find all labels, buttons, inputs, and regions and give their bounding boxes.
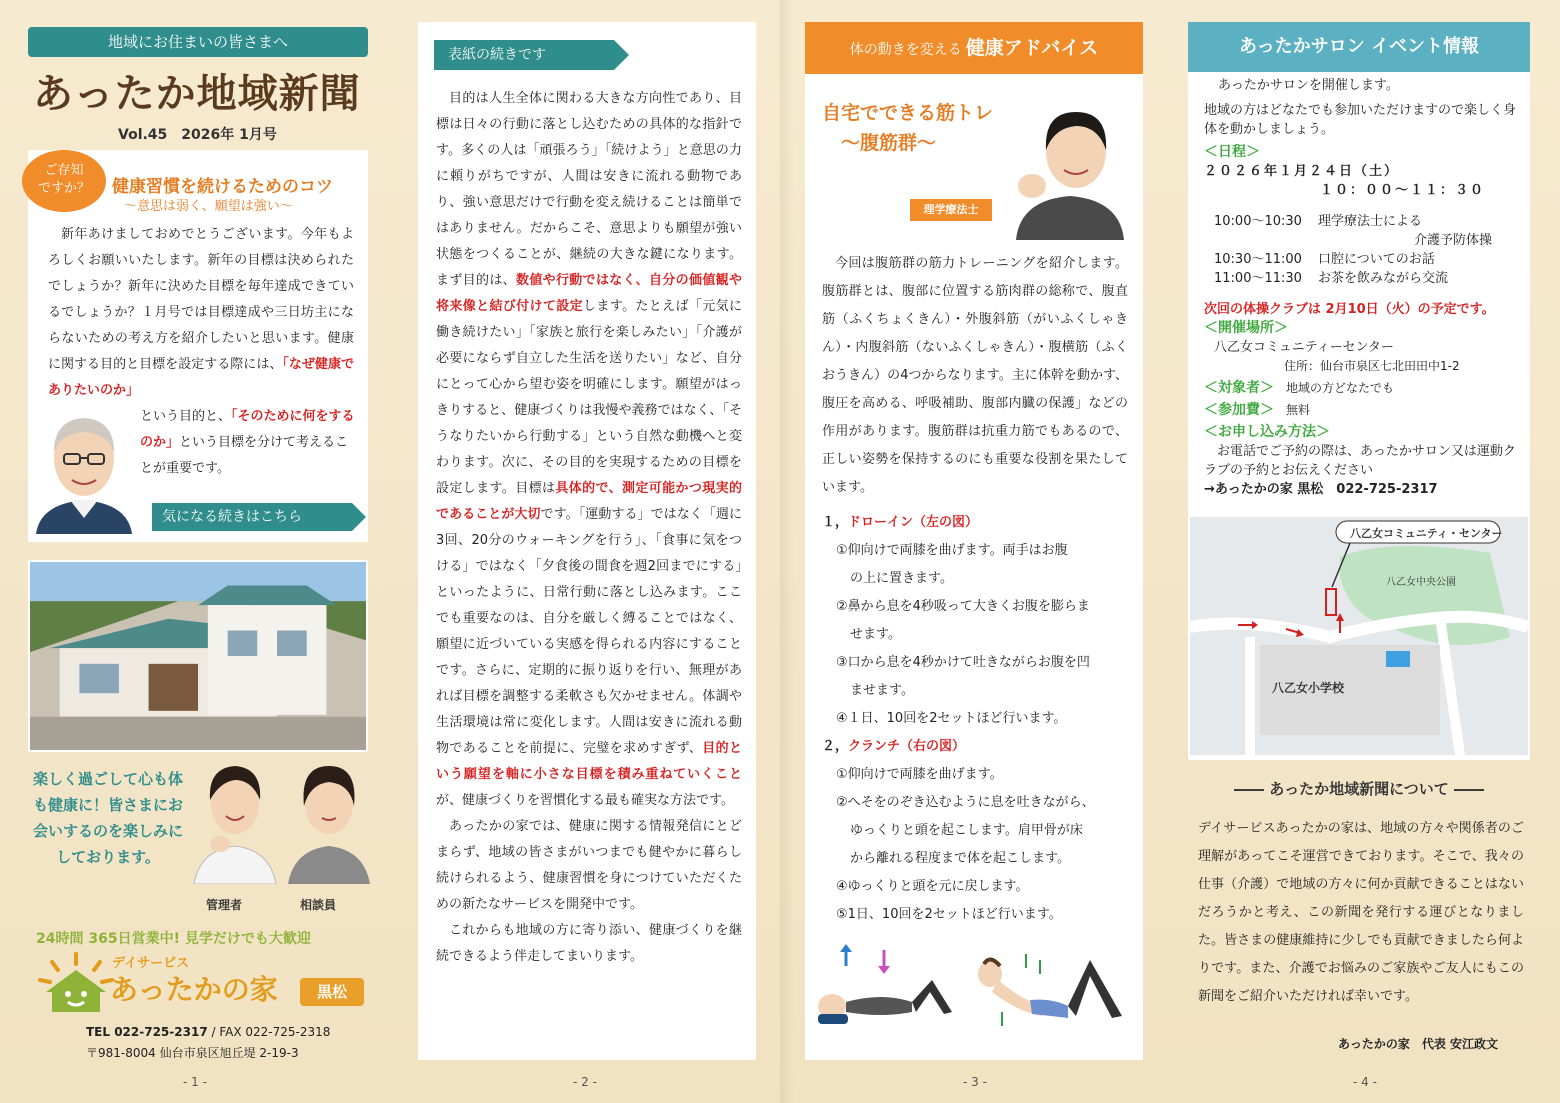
highlight-text: 「なぜ健康でありたいのか」 [48,357,354,398]
map-school-label: 八乙女小学校 [1272,681,1345,695]
venue-address: 住所：仙台市泉区七北田田中1-2 [1284,359,1460,373]
exercise-step: ④１日、10回を2セットほど行います。 [836,711,1067,726]
advice-header [805,22,1143,74]
therapist-tag: 理学療法士 [910,199,992,221]
contact-phone [86,1025,330,1039]
about-title: ―― あったか地域新聞について ―― [1233,780,1485,798]
title-line: ～腹筋群～ [822,132,937,154]
venue-name: 八乙女コミュニティーセンター [1214,340,1394,355]
page-fold [780,0,794,1103]
logo-service-type: デイサービス [112,956,190,971]
body-text: 目的は人生全体に関わる大きな方向性であり、目標は日々の行動に落とし込むための具体的な指針です。多くの人は「頑張ろう」「続けよう」と意思の力に頼りがちですが、人間は安きに流れる動物であり、強い意思だけで行動を変え続けることは簡単ではありません。だからこそ、意思よりも願望が強い状態をつくることが、継続の大きな鍵になります。まず目的は、 [436,91,742,288]
body-text: が、健康づくりを習慣化する最も確実な方法です。 [436,793,734,808]
exercise-step: ませます。 [850,683,914,698]
paragraph: これからも地域の方に寄り添い、健康づくりを継続できるよう伴走してまいります。 [436,923,742,964]
exercise-step: の上に置きます。 [850,571,953,586]
venue-map[interactable] [1190,517,1528,755]
title-line: 自宅でできる筋トレ [822,102,994,124]
map-graphic [1190,517,1528,755]
event-intro: 地域の方はどなたでも参加いただけますので楽しく身体を動かしましょう。 [1204,103,1517,137]
exercise-step: ④ゆっくりと頭を元に戻します。 [836,879,1029,894]
fax-number: / FAX 022-725-2318 [207,1025,331,1039]
exercise-step: ②鼻から息を4秒吸って大きくお腹を膨らま [836,599,1090,614]
signature: あったかの家 代表 安江政文 [1338,1037,1499,1051]
exercise-step: ①仰向けで両膝を曲げます。両手はお腹 [836,543,1068,558]
therapist-avatar-icon [1006,100,1134,240]
crunch-exercise-illustration [972,940,1132,1040]
target-value: 地域の方どなたでも [1286,381,1395,395]
feature-subheading: ～意思は弱く、願望は強い～ [124,199,293,214]
exercise-name: クランチ（右の図） [848,739,966,754]
venue-label: ＜開催場所＞ [1204,320,1288,336]
audience-banner: 地域にお住まいの皆さまへ [28,27,368,57]
event-intro: あったかサロンを開催します。 [1218,78,1399,93]
next-club-notice: 次回の体操クラブは 2月10日（火）の予定です。 [1204,302,1495,317]
apply-label: ＜お申し込み方法＞ [1204,424,1330,440]
page-number: - 3 - [963,1075,987,1089]
apply-contact: →あったかの家 黒松 022-725-2317 [1204,482,1438,497]
about-body: デイサービスあったかの家は、地域の方々や関係者のご理解があってこそ運営できております。そこで、我々の仕事（介護）で地域の方々に何か貢献できることはないだろうかと考え、この新聞を発行する運びとなりました。皆さまの健康維持に少しでも貢献できましたら何よりです。また、介護でお悩みのご家族やご友人にもこの新聞をご紹介いただければ幸いです。 [1198,821,1524,1004]
read-more-button[interactable]: 気になる続きはこちら [152,503,352,531]
schedule-row [1204,269,1518,288]
tel-number: TEL 022-725-2317 [86,1025,208,1039]
target-row [1204,379,1518,398]
exercise-step: ③口から息を4秒かけて吐きながらお腹を凹 [836,655,1090,670]
counselor-avatar-icon [284,754,374,884]
issue-number: Vol.45 2026年 1月号 [118,127,277,143]
event-time: １０：００～１１：３０ [1320,183,1486,198]
target-label: ＜対象者＞ [1204,380,1274,396]
exercise-name: ドローイン（左の図） [848,515,979,530]
exercise-heading [822,733,1132,761]
slot-time: 10:30～11:00 [1214,252,1302,267]
body-text: という目標を分けて考えることが重要です。 [140,435,349,476]
about-title-text: あったか地域新聞について [1269,780,1449,798]
exercise-title [822,98,993,158]
branch-badge: 黒松 [300,978,364,1006]
newspaper-title: あったか地域新聞 [33,71,361,117]
exercise-step: ①仰向けで両膝を曲げます。 [836,767,1003,782]
fee-row [1204,401,1518,420]
exercise-step: せます。 [850,627,901,642]
counselor-label: 相談員 [300,898,337,912]
event-header: あったかサロン イベント情報 [1188,22,1530,72]
open-hours-text: 24時間 365日営業中! 見学だけでも大歓迎 [36,931,311,947]
contact-address: 〒981-8004 仙台市泉区旭丘堤 2-19-3 [86,1046,299,1060]
highlight-text: 具体的で、測定可能かつ現実的であることが大切 [436,481,742,522]
highlight-text: 数値や行動ではなく、自分の価値観や将来像と結び付けて設定 [436,273,742,314]
exercise-number: １， [822,515,849,530]
page-number: - 2 - [573,1075,597,1089]
manager-avatar-icon [190,754,280,884]
schedule-row [1204,250,1518,269]
slot-text: 口腔についてのお話 [1318,252,1435,267]
author-avatar-icon [32,400,136,534]
map-callout-label: 八乙女コミュニティ・センター [1350,527,1503,540]
schedule-label: ＜日程＞ [1204,144,1260,160]
paragraph: あったかの家では、健康に関する情報発信にとどまらず、地域の皆さまがいつまでも健やかに暮らし続けられるよう、健康習慣を身につけていただくための新たなサービスを開発中です。 [436,819,742,912]
bubble-line: ご存知 [44,163,84,178]
facility-photo [28,560,368,752]
bubble-line: ですか？ [37,181,90,196]
event-details [1204,76,1518,499]
slot-time: 10:00～10:30 [1214,214,1302,229]
manager-label: 管理者 [206,898,243,912]
body-text: という目的と、 [140,409,232,424]
exercise-step: から離れる程度まで体を起こします。 [850,851,1070,866]
body-text: します。たとえば「元気に働き続けたい」「家族と旅行を楽しみたい」「介護が必要にならず自立した生活を送りたい」など、自分にとって心から望む姿を明確にします。願望がはっきりすると、健康づくりは我慢や義務ではなく、「そうなりたいから行動する」という自然な動機へと変わります。次に、その目的を実現するための目標を設定します。目標は [436,299,742,496]
sun-house-logo-icon [36,952,116,1014]
exercise-step: ②へそをのぞき込むように息を吐きながら、 [836,795,1095,810]
exercise-step: ⑤1日、10回を2セットほど行います。 [836,907,1062,922]
event-date: ２０２６年１月２４日（土） [1204,164,1400,179]
slot-text: 理学療法士による [1318,214,1423,229]
fee-label: ＜参加費＞ [1204,402,1274,418]
feature-body-continued [140,404,356,482]
draw-in-exercise-illustration [812,940,962,1040]
highlight-text: 目的という願望を軸に小さな目標を積み重ねていくこと [436,741,742,782]
did-you-know-bubble [22,150,106,212]
exercise-heading [822,509,1132,537]
paragraph [436,86,742,814]
logo-name: あったかの家 [110,973,278,1006]
exercise-number: ２， [822,739,849,754]
feature-body [48,222,354,404]
slot-text: 介護予防体操 [1414,233,1493,248]
feature-heading: 健康習慣を続けるためのコツ [112,177,333,197]
body-text: です。「運動する」ではなく「週に3回、20分のウォーキングを行う」、「食事に気をつける」ではなく「夕食後の間食を週2回までにする」といったように、日常行動に落とし込みます。ここでも重要なのは、自分を厳しく縛ることではなく、願望に近づいている実感を得られる内容にすることです。さらに、定期的に振り返りを行い、無理があれば目標を調整する柔軟さも欠かせません。体調や生活環境は常に変化します。人間は安きに流れる動物であることを前提に、完璧を求めすぎず、 [436,507,742,756]
greeting-slogan: 楽しく過ごして心も体も健康に！皆さまにお会いするのを楽しみにしております。 [32,770,183,866]
exercise-list [822,509,1132,929]
page-number: - 1 - [183,1075,207,1089]
page-number: - 4 - [1353,1075,1377,1089]
map-park-label: 八乙女中央公園 [1386,577,1456,588]
fee-value: 無料 [1286,403,1311,417]
schedule-row [1204,212,1518,231]
slot-time: 11:00～11:30 [1214,271,1302,286]
header-large: 健康アドバイス [965,37,1099,59]
exercise-step: ゆっくりと頭を起こします。肩甲骨が床 [850,823,1083,838]
highlight-text: 「そのために何をするのか」 [140,409,355,450]
header-small: 体の動きを変える [849,42,962,58]
slot-text: お茶を飲みながら交流 [1318,271,1449,286]
exercise-intro: 今回は腹筋群の筋力トレーニングを紹介します。腹筋群とは、腹部に位置する筋肉群の総称で、腹直筋（ふくちょくきん）・外腹斜筋（がいふくしゃきん）・内腹斜筋（ないふくしゃきん）・腹横筋（ふくおうきん）の4つからなります。主に体幹を動かす、腹圧を高める、呼吸補助、腹部内臓の保護」などの作用があります。腹筋群は抗重力筋でもあるので、正しい姿勢を保持するのにも重要な役割を果たしています。 [822,256,1128,495]
body-text: 新年あけましておめでとうございます。今年もよろしくお願いいたします。新年の目標は決められたでしょうか？新年に決めた目標を毎年達成できているでしょうか？１月号では目標達成や三日坊主にならないための考え方を紹介したいと思います。健康に関する目的と目標を設定する際には、 [48,227,354,372]
continuation-body [436,86,742,970]
continuation-tag: 表紙の続きです [434,40,614,70]
apply-text: お電話でご予約の際は、あったかサロン又は運動クラブの予約とお伝えください [1204,444,1516,478]
